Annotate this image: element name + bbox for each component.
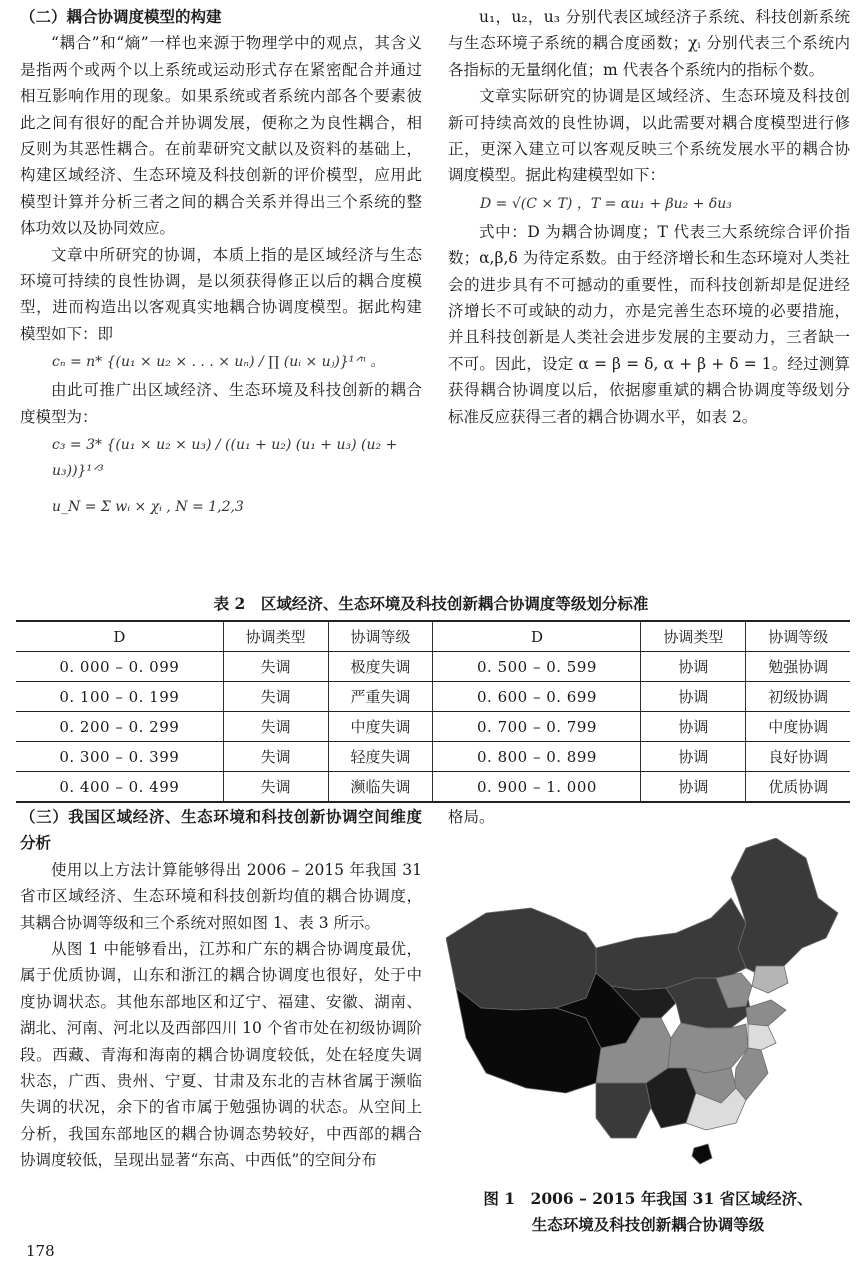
table-cell: 协调: [641, 652, 746, 682]
table-cell: 严重失调: [328, 682, 433, 712]
formula-coupling-n: cₙ = n* {(u₁ × u₂ × . . . × uₙ) / ∏ (uᵢ × uⱼ)}¹ᐟⁿ 。: [52, 354, 385, 371]
table-cell: 中度协调: [746, 712, 850, 742]
paragraph: 使用以上方法计算能够得出 2006 – 2015 年我国 31 省市区域经济、生态环境和科技创新均值的耦合协调度，其耦合协调等级和三个系统对照如图 1、表 3 所示。: [20, 860, 422, 932]
table-cell: 协调: [641, 742, 746, 772]
table-cell: 0. 000 – 0. 099: [16, 652, 223, 682]
section-heading-3: （三）我国区域经济、生态环境和科技创新协调空间维度分析: [20, 807, 422, 853]
table-row: [16, 772, 850, 803]
table-cell: 协调: [641, 682, 746, 712]
coordination-grade-table: [16, 620, 850, 803]
paragraph: 从图 1 中能够看出，江苏和广东的耦合协调度最优，属于优质协调，山东和浙江的耦合协调度也很好，处于中度协调状态。其他东部地区和辽宁、福建、安徽、湖南、湖北、河南、河北以及西部四川 10 个省市处在初级协调阶段。西藏、青海和海南的耦合协调度较低，处在轻度失调状态，广西、贵州、宁夏、甘肃及东北的吉林省属于濒临失调的状况，余下的省市属于勉强协调的状态。从空间上分析，我国东部地区的耦合协调态势较好，中西部的耦合协调度较低，呈现出显著“东高、中西低”的空间分布: [20, 940, 422, 1170]
table-cell: 0. 700 – 0. 799: [433, 712, 641, 742]
table-cell: 勉强协调: [746, 652, 850, 682]
table-cell: 0. 600 – 0. 699: [433, 682, 641, 712]
table-cell: 失调: [223, 772, 328, 803]
table-cell: 0. 500 – 0. 599: [433, 652, 641, 682]
map-region-northeast: [731, 838, 838, 978]
paragraph: u₁，u₂，u₃ 分别代表区域经济子系统、科技创新系统与生态环境子系统的耦合度函数；χᵢ 分别代表三个系统内各指标的无量纲化值；m 代表各个系统内的指标个数。: [448, 8, 850, 79]
table-cell: 失调: [223, 652, 328, 682]
china-coordination-map: [446, 838, 846, 1178]
figure-caption-line: 图 1 2006 – 2015 年我国 31 省区域经济、: [483, 1189, 813, 1208]
table-cell: 中度失调: [328, 712, 433, 742]
map-region-hainan: [692, 1144, 712, 1164]
table-header: D: [433, 621, 641, 652]
table-cell: 良好协调: [746, 742, 850, 772]
paragraph: 由此可推广出区域经济、生态环境及科技创新的耦合度模型为：: [20, 381, 422, 426]
table-cell: 失调: [223, 742, 328, 772]
table-cell: 0. 100 – 0. 199: [16, 682, 223, 712]
table-row: [16, 652, 850, 682]
bottom-left-column: [20, 804, 422, 1174]
table-header: D: [16, 621, 223, 652]
map-region-central: [668, 1023, 748, 1073]
map-region-xinjiang: [446, 908, 596, 1010]
right-column: [448, 4, 850, 430]
table-header: 协调类型: [641, 621, 746, 652]
left-column: [20, 4, 422, 522]
table-cell: 协调: [641, 772, 746, 803]
table-cell: 轻度失调: [328, 742, 433, 772]
table-cell: 协调: [641, 712, 746, 742]
figure-caption: [448, 1186, 848, 1238]
paragraph-continuation: 格局。: [448, 808, 495, 826]
table-cell: 失调: [223, 712, 328, 742]
map-region-shandong: [746, 1000, 786, 1026]
table-cell: 初级协调: [746, 682, 850, 712]
table-cell: 濒临失调: [328, 772, 433, 803]
section-heading-2: （二）耦合协调度模型的构建: [20, 7, 222, 26]
figure-caption-line: 生态环境及科技创新耦合协调等级: [531, 1215, 765, 1234]
table-cell: 0. 200 – 0. 299: [16, 712, 223, 742]
paragraph: 式中：D 为耦合协调度；T 代表三大系统综合评价指数；α,β,δ 为待定系数。由于经济增长和生态环境对人类社会的进步具有不可撼动的重要性，而科技创新却是促进经济增长不可或缺的动力，亦是完善生态环境的必要措施，并且科技创新是人类社会进步发展的主要动力，三者缺一不可。因此，设定 α = β = δ, α + β + δ = 1。经过测算获得耦合协调度以后，依据廖重斌的耦合协调度等级划分标准反应获得三者的耦合协调水平，如表 2。: [448, 222, 850, 426]
table-title: 表 2 区域经济、生态环境及科技创新耦合协调度等级划分标准: [213, 594, 649, 613]
table-row: [16, 682, 850, 712]
page-number: 178: [26, 1242, 55, 1260]
table-row: [16, 712, 850, 742]
table-header: 协调类型: [223, 621, 328, 652]
formula-uN: u_N = Σ wᵢ × χᵢ , N = 1,2,3: [52, 499, 244, 516]
formula-coupling-3: c₃ = 3* {(u₁ × u₂ × u₃) / ((u₁ + u₂) (u₁ + u₃) (u₂ + u₃))}¹ᐟ³: [52, 437, 398, 480]
table-cell: 0. 900 – 1. 000: [433, 772, 641, 803]
formula-D: D = √(C × T) ，T = αu₁ + βu₂ + δu₃: [480, 195, 732, 212]
table-header: 协调等级: [328, 621, 433, 652]
table-cell: 0. 800 – 0. 899: [433, 742, 641, 772]
map-region-jiangsu: [748, 1024, 776, 1050]
paragraph: “耦合”和“熵”一样也来源于物理学中的观点，其含义是指两个或两个以上系统或运动形式存在紧密配合并通过相互影响作用的现象。如果系统或者系统内部各个要素彼此之间有很好的配合并协调发展，便称之为良性耦合，相反则为其恶性耦合。在前辈研究文献以及资料的基础上，构建区域经济、生态环境及科技创新的评价模型，应用此模型计算并分析三者之间的耦合关系并得出三个系统的整体功效以及协同效应。: [20, 34, 422, 238]
table-cell: 0. 400 – 0. 499: [16, 772, 223, 803]
table-cell: 失调: [223, 682, 328, 712]
table-header-row: [16, 621, 850, 652]
paragraph: 文章实际研究的协调是区域经济、生态环境及科技创新可持续高效的良性协调，以此需要对耦合度模型进行修正，更深入建立可以客观反映三个系统发展水平的耦合协调度模型。据此构建模型如下：: [448, 87, 850, 185]
paragraph: 文章中所研究的协调，本质上指的是区域经济与生态环境可持续的良性协调，是以须获得修正以后的耦合度模型，进而构造出以客观真实地耦合协调度模型。据此构建模型如下：即: [20, 245, 422, 343]
table-cell: 优质协调: [746, 772, 850, 803]
table-cell: 0. 300 – 0. 399: [16, 742, 223, 772]
table-row: [16, 742, 850, 772]
map-region-yunnan: [596, 1083, 651, 1138]
table-cell: 极度失调: [328, 652, 433, 682]
map-region-liaoning: [752, 966, 788, 993]
table-header: 协调等级: [746, 621, 850, 652]
